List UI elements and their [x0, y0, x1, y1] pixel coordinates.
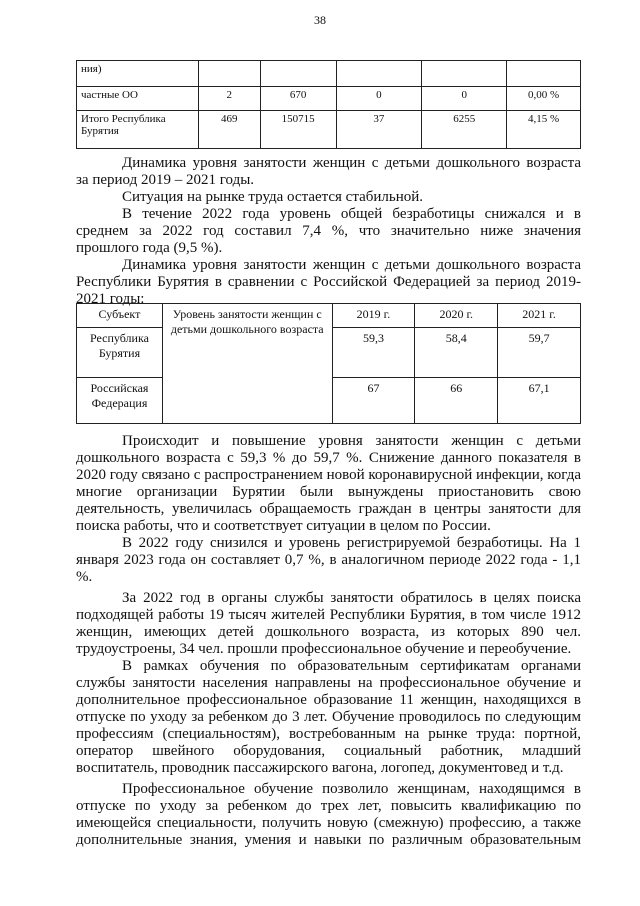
- text-line: дополнительное профессиональное образование 11 женщин, находящихся в: [76, 692, 581, 708]
- table-cell: ния): [77, 61, 199, 87]
- text-line: Профессиональное обучение позволило женщинам, находящимся в: [122, 781, 581, 797]
- table-cell: [198, 61, 260, 87]
- table-cell: [260, 61, 336, 87]
- text-line: Динамика уровня занятости женщин с детьми дошкольного возраста: [122, 155, 581, 171]
- table-cell: Республика Бурятия: [77, 328, 163, 378]
- table-row: [77, 61, 581, 87]
- text-line: отпуске по уходу за ребенком до трех лет, повысить квалификацию по: [76, 798, 581, 814]
- text-line: деятельность, увеличилась обращаемость граждан в центры занятости для: [76, 501, 581, 517]
- table-cell: 0: [422, 87, 507, 111]
- table-cell: 58,4: [415, 328, 498, 378]
- text-line: Происходит и повышение уровня занятости женщин с детьми: [122, 433, 581, 449]
- text-line: В 2022 году снизился и уровень регистрируемой безработицы. На 1: [122, 535, 581, 551]
- table-cell: 67,1: [498, 378, 581, 424]
- text-line: оператор швейного оборудования, социальный работник, младший: [76, 743, 581, 759]
- text-line: 2021 годы:: [76, 291, 145, 307]
- table-cell: [507, 61, 581, 87]
- table-cell: [336, 61, 422, 87]
- text-line: дошкольного возраста с 59,3 % до 59,7 %. Снижение данного показателя в: [76, 450, 581, 466]
- table-cell: [422, 61, 507, 87]
- text-line: трудоустроены, 34 чел. прошли профессиональное обучение и переобучение.: [76, 641, 572, 657]
- text-line: В рамках обучения по образовательным сертификатам органами: [122, 658, 581, 674]
- table-cell: 66: [415, 378, 498, 424]
- table-row: [77, 111, 581, 149]
- text-line: профессиям (специальностям), востребованным на рынке труда: портной,: [76, 726, 581, 742]
- text-line: 2020 году связано с распространением новой коронавирусной инфекции, когда: [76, 467, 581, 483]
- header-indicator: Уровень занятости женщин с детьми дошкольного возраста: [162, 304, 332, 424]
- text-line: За 2022 год в органы службы занятости обратилось в целях поиска: [122, 590, 581, 606]
- table-header-row: [77, 304, 581, 328]
- table-cell: 0,00 %: [507, 87, 581, 111]
- text-line: службы занятости населения направлены на профессиональное обучение и: [76, 675, 581, 691]
- table-cell: 150715: [260, 111, 336, 149]
- text-line: женщин, имеющих детей дошкольного возраста, из которых 890 чел.: [76, 624, 581, 640]
- table-cell: 37: [336, 111, 422, 149]
- table-cell: Российская Федерация: [77, 378, 163, 424]
- table-cell: 67: [332, 378, 415, 424]
- text-line: В течение 2022 года уровень общей безработицы снижался и в: [122, 206, 581, 222]
- text-line: отпуске по уходу за ребенком до 3 лет. Обучение проводилось по следующим: [76, 709, 581, 725]
- text-line: прошлого года (9,5 %).: [76, 240, 223, 256]
- table-cell: 2: [198, 87, 260, 111]
- table-cell: 59,7: [498, 328, 581, 378]
- table-cell: 469: [198, 111, 260, 149]
- text-line: поиска работы, что и соответствует ситуации в целом по России.: [76, 518, 491, 534]
- header-year: 2020 г.: [415, 304, 498, 328]
- header-year: 2021 г.: [498, 304, 581, 328]
- text-line: %.: [76, 569, 93, 585]
- page-number: 38: [314, 13, 326, 27]
- table-cell: 6255: [422, 111, 507, 149]
- text-line: многие организации Бурятии были вынуждены приостановить свою: [76, 484, 581, 500]
- text-line: Республики Бурятия в сравнении с Российской Федерацией за период 2019-: [76, 274, 581, 290]
- text-line: среднем за 2022 год составил 7,4 %, что значительно ниже значения: [76, 223, 581, 239]
- header-year: 2019 г.: [332, 304, 415, 328]
- employment-table: [76, 303, 581, 424]
- table-row: [77, 87, 581, 111]
- enrollment-table: [76, 60, 581, 149]
- text-line: января 2023 года он составляет 0,7 %, в аналогичном периоде 2022 года - 1,1: [76, 552, 581, 568]
- text-line: за период 2019 – 2021 годы.: [76, 172, 255, 188]
- table-cell: частные ОО: [77, 87, 199, 111]
- table-cell: 59,3: [332, 328, 415, 378]
- table-cell: 4,15 %: [507, 111, 581, 149]
- text-line: воспитатель, проводник пассажирского вагона, логопед, документовед и т.д.: [76, 760, 564, 776]
- table-cell: 670: [260, 87, 336, 111]
- text-line: подходящей работы 19 тысяч жителей Республики Бурятия, в том числе 1912: [76, 607, 581, 623]
- text-line: Ситуация на рынке труда остается стабильной.: [122, 189, 424, 205]
- table-cell: Итого Республика Бурятия: [77, 111, 199, 149]
- table-cell: 0: [336, 87, 422, 111]
- header-subject: Субъект: [77, 304, 163, 328]
- text-line: дополнительные знания, умения и навыки по различным образовательным: [76, 832, 581, 848]
- text-line: имеющейся специальности, получить новую (смежную) профессию, а также: [76, 815, 581, 831]
- text-line: Динамика уровня занятости женщин с детьми дошкольного возраста: [122, 257, 581, 273]
